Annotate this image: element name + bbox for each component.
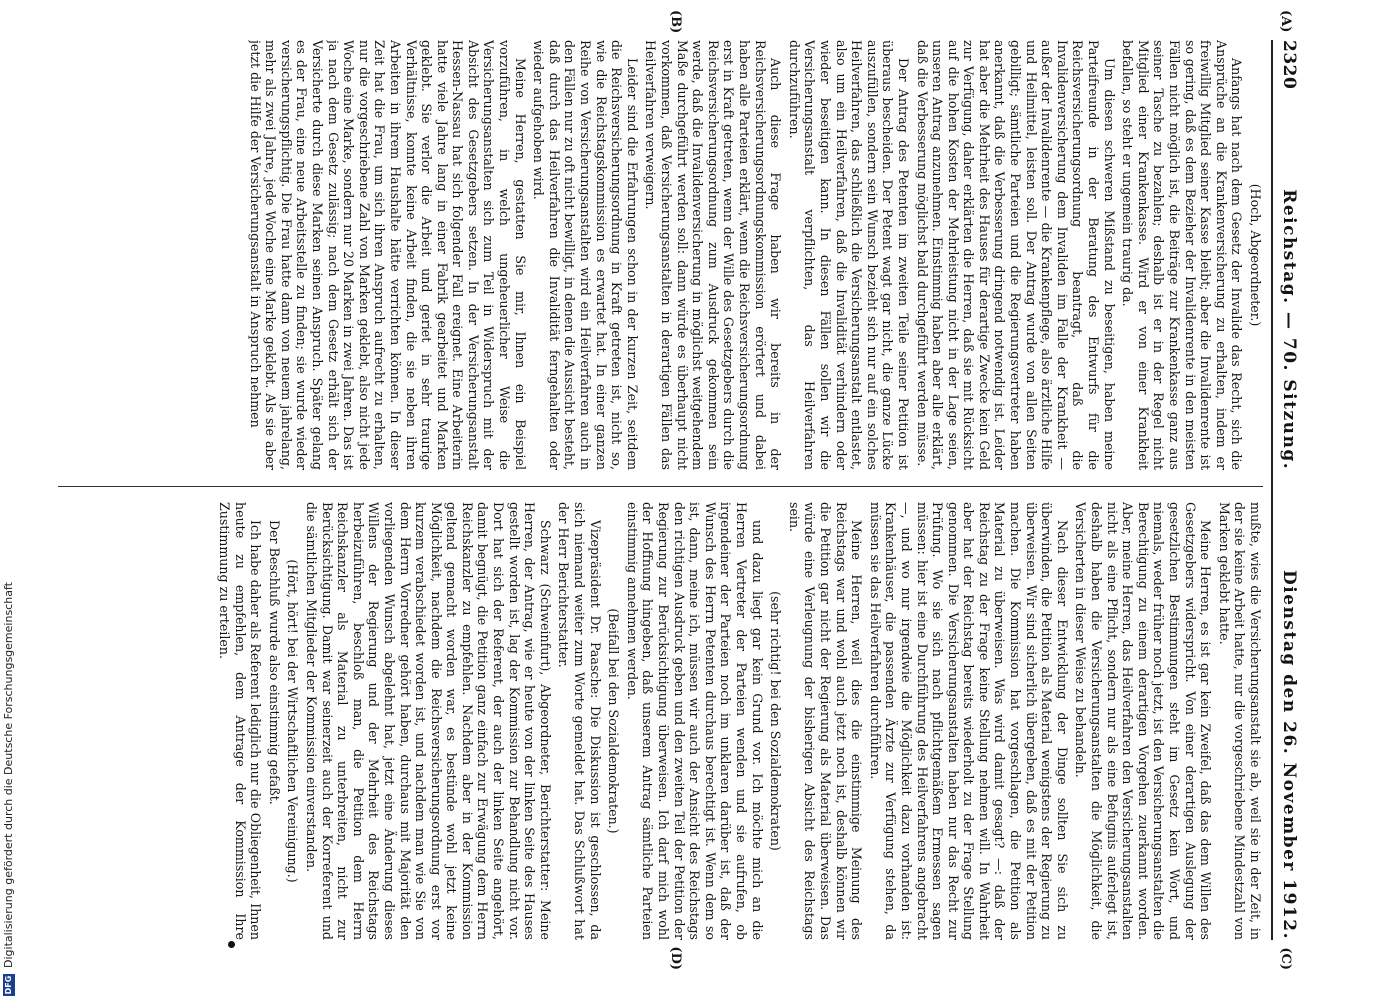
margin-mark-a: (A)	[1278, 10, 1293, 33]
paragraph: Vizepräsident Dr. Paasche: Die Diskussion ist geschlossen, da sich niemand weiter zum Worte gemeldet hat. Das Schlußwort hat der Herr Berichterstatter.	[556, 502, 603, 940]
left-column	[58, 40, 1263, 470]
paragraph: (sehr richtig! bei den Sozialdemokraten)	[768, 591, 784, 851]
margin-mark-b: (B)	[668, 10, 683, 34]
dfg-logo: DFG	[3, 975, 13, 995]
paragraph: Meine Herren, weil dies die einstimmige Meinung des Reichstags war und wohl auch jetzt noch ist, deshalb können wir die Petition gar nicht der Regierung als Material überweisen. Das würde eine Verleugnung der bisherigen Absicht des Reichstags sein.	[786, 502, 865, 940]
running-head	[1275, 40, 1303, 940]
paragraph: Auch diese Frage haben wir bereits in der Reichsversicherungsordnungskommission erörtert und dabei haben alle Parteien erklärt, wenn die Reichsversicherungsordnung erst in Kraft getreten, wenn der Wille des Gesetzgebers durch die Reichsversicherungsordnung zum Ausdruck gekommen sein werde, daß die Invalidenversicherung in möglichst weitgehendem Maße durchgeführt werden soll: dann würde es überhaupt nicht vorkommen, daß Versicherungsanstalten in derartigen Fällen das Heilverfahren verweigern.	[643, 40, 784, 470]
paragraph: und dazu liegt gar kein Grund vor. Ich möchte mich an die Herren Vertreter der Parteien wenden und sie aufrufen, ob irgendeiner der Parteien noch im unklaren darüber ist, daß der Wunsch des Herrn Petenten durchaus berechtigt ist. Wenn dem so ist, dann, meine ich, müssen wir auch der Ansicht des Reichstags den richtigen Ausdruck geben und den zweiten Teil der Petition der Regierung zur Berücksichtigung überweisen. Ich darf mich wohl der Hoffnung hingeben, daß unserem Antrag sämtliche Parteien einstimmig annehmen werden.	[624, 502, 765, 940]
paragraph: (Beifall bei den Sozialdemokraten.)	[606, 608, 622, 834]
paragraph: Der Beschluß wurde also einstimmig gefaßt.	[266, 520, 282, 805]
paragraph: Der Antrag des Petenten im zweiten Teile seiner Petition ist überaus bescheiden. Der Petent wagt gar nicht, die ganze Lücke auszufüllen, sondern sein Wunsch bezieht sich nur auf ein solches Heilverfahren, das schließlich die Versicherungsanstalt entlastet, also um ein Heilverfahren, daß die Invalidität verhindern oder wieder beseitigen kann. In diesen Fällen sollen wir die Versicherungsanstalt verpflichten, das Heilverfahren durchzuführen.	[786, 40, 911, 470]
session-title: Reichstag. — 70. Sitzung.	[1279, 189, 1299, 471]
digitization-credit	[2, 582, 15, 996]
paragraph: (Hört, hört! bei der Wirtschaftlichen Vereinigung.)	[285, 559, 301, 883]
margin-mark-d: (D)	[668, 946, 683, 970]
page-number: 2320	[1279, 40, 1299, 90]
paragraph: Meine Herren, gestatten Sie mir, Ihnen ein Beispiel vorzuführen, in welch ungeheuerlicher Weise die Versicherungsanstalten sich zum Teil in Widerspruch mit der Absicht des Gesetzgebers setzen. In der Versicherungsanstalt Hessen-Nassau hat sich folgender Fall ereignet. Eine Arbeiterin hatte viele Jahre lang in einer Fabrik gearbeitet und Marken geklebt. Sie verlor die Arbeit und geriet in sehr traurige Verhältnisse, konnte keine Arbeit finden, die sie neben ihren Arbeiten in ihrem Haushalte hätte verrichten können. In dieser Zeit hat die Frau, um sich ihren Anspruch aufrecht zu erhalten, nur die vorgeschriebene Zahl von Marken geklebt, also nicht jede Woche eine Marke, sondern nur 20 Marken in zwei Jahren. Das ist ja nach dem Gesetz zulässig; nach dem Gesetz erhält sich der Versicherte durch diese Marken seinen Anspruch. Später gelang es der Frau, eine neue Arbeitsstelle zu finden; sie wurde wieder versicherungspflichtig. Die Frau hatte dann von neuem jahrelang, mehr als zwei Jahre, jede Woche eine Marke geklebt. Als sie aber jetzt die Hilfe der Versicherungsanstalt in Anspruch nehmen	[247, 40, 528, 470]
paragraph: Schwarz (Schweinfurt), Abgeordneter, Berichterstatter: Meine Herren, der Antrag, wie er heute von der linken Seite des Hauses gestellt worden ist, lag der Kommission zur Behandlung nicht vor. Dort hat sich der Referent, der auch der linken Seite angehört, damit begnügt, die Petition ganz einfach zur Erwägung dem Herrn Reichskanzler zu empfehlen. Nachdem aber in der Kommission geltend gemacht worden war, es bestünde wohl jetzt keine Möglichkeit, nachdem die Reichsversicherungsordnung erst vor kurzem verabschiedet worden ist, und nachdem man wie Sie von dem Herrn Vorredner gehört haben, durchaus mit Majorität den vorliegenden Wunsch abgelehnt hat, jetzt eine Änderung dieses Willens der Regierung und der Mehrheit des Reichstags herbeizuführen, beschloß man, die Petition dem Herrn Reichskanzler als Material zu unterbreiten, nicht zur Berücksichtigung. Damit war seinerzeit auch der Korreferent und die sämtlichen Mitglieder der Kommission einverstanden.	[303, 502, 553, 940]
margin-mark-c: (C)	[1278, 947, 1293, 970]
paragraph: Anfangs hat nach dem Gesetz der Invalide das Recht, sich die Ansprüche an die Krankenversicherung zu erhalten, indem er freiwillig Mitglied seiner Kasse bleibt; aber die Invalidenrente ist so gering, daß es dem Bezieher der Invalidenrente in den meisten Fällen nicht möglich ist, die Beiträge zur Krankenkasse ganz aus seiner Tasche zu bezahlen; deshalb ist er in der Regel nicht Mitglied einer Krankenkasse. Wird er von einer Krankheit befallen, so steht er ungemein traurig da.	[1120, 40, 1245, 470]
paragraph: mußte, wies die Versicherungsanstalt sie ab, weil sie in der Zeit, in der sie keine Arbeit hatte, nur die vorgeschriebene Mindestzahl von Marken geklebt hatte.	[1216, 502, 1263, 940]
session-date: Dienstag den 26. November 1912.	[1279, 570, 1299, 940]
page-sheet	[58, 10, 1303, 970]
paragraph: Meine Herren, es ist gar kein Zweifel, daß das dem Willen des Gesetzgebers widerspricht. Von einer derartigen Auslegung der gesetzlichen Bestimmungen steht im Gesetz kein Wort, und niemals, weder früher noch jetzt, ist den Versicherungsanstalten die Berechtigung zu einem derartigen Vorgehen zuerkannt worden. Aber, meine Herren, das Heilverfahren den Versicherungsanstalten nicht als eine Pflicht, sondern nur als eine Befugnis auferlegt ist, deshalb haben die Versicherungsanstalten die Möglichkeit, die Versicherten in dieser Weise zu behandeln.	[1073, 502, 1214, 940]
paragraph: Ich habe daher als Referent lediglich nur die Obliegenheit, Ihnen heute zu empfehlen, dem Antrage der Kommission Ihre Zustimmung zu erteilen.	[217, 502, 264, 940]
paragraph: (Hoch, Abgeordneter.)	[1248, 183, 1263, 327]
paragraph: Um diesen schweren Mißstand zu beseitigen, haben meine Parteifreunde in der Beratung des Entwurfs für die Reichsversicherungsordnung beantragt, daß die Invalidenversicherung dem Invaliden im Falle der Krankheit — außer der Invalidenrente — die Krankenpflege, also ärztliche Hilfe und Heilmittel, leisten soll. Der Antrag wurde von allen Seiten gebilligt; sämtliche Parteien und die Regierungsvertreter haben anerkannt, daß die Verbesserung dringend notwendig ist. Leider hat aber die Mehrheit des Hauses für derartige Zwecke kein Geld zur Verfügung, daher erklärten die Herren, daß sie mit Rücksicht auf die hohen Kosten der Mehrleistung nicht in der Lage seien, unseren Antrag anzunehmen. Einstimmig haben aber alle erklärt, daß die Verbesserung möglichst bald durchgeführt werden müsse.	[914, 40, 1117, 470]
credit-text: Digitalisierung gefördert durch die Deutsche Forschungsgemeinschaft	[2, 582, 15, 968]
header-rule	[1271, 40, 1273, 940]
column-divider	[58, 486, 1263, 487]
right-column	[58, 502, 1263, 940]
paragraph: Nach dieser Entwicklung der Dinge sollten Sie sich zu überwinden, die Petition als Material wenigstens der Regierung zu überweisen. Wir sind sicherlich übergeben, daß es mit der Petition machen. Die Kommission hat vorgeschlagen, die Petition als Material zu überweisen. Was wird damit gesagt? —: daß der Reichstag zu der Frage keine Stellung nehmen will. In Wahrheit aber hat der Reichstag bereits wiederholt zu der Frage Stellung genommen. Die Versicherungsanstalten haben nur das Recht zur Prüfung. Wo sie sich nach pflichtgemäßem Ermessen sagen müssen: hier ist eine Durchführung des Heilverfahrens angebracht —, und wo nur irgendwie die Möglichkeit dazu vorhanden ist: Krankenhäuser, die passenden Ärzte zur Verfügung stehen, da müssen sie das Heilverfahren durchführen.	[867, 502, 1070, 940]
page-dot-mark	[228, 941, 235, 948]
paragraph: Leider sind die Erfahrungen schon in der kurzen Zeit, seitdem die Reichsversicherungsordnung in Kraft getreten ist, nicht so, wie die Reichstagskommission es erwartet hat. In einer ganzen Reihe von Versicherungsanstalten wird ein Heilverfahren auch in den Fällen nur zu oft nicht bewilligt, in denen die Aussicht besteht, daß durch das Heilverfahren die Invalidität ferngehalten oder wieder aufgehoben wird.	[531, 40, 640, 470]
